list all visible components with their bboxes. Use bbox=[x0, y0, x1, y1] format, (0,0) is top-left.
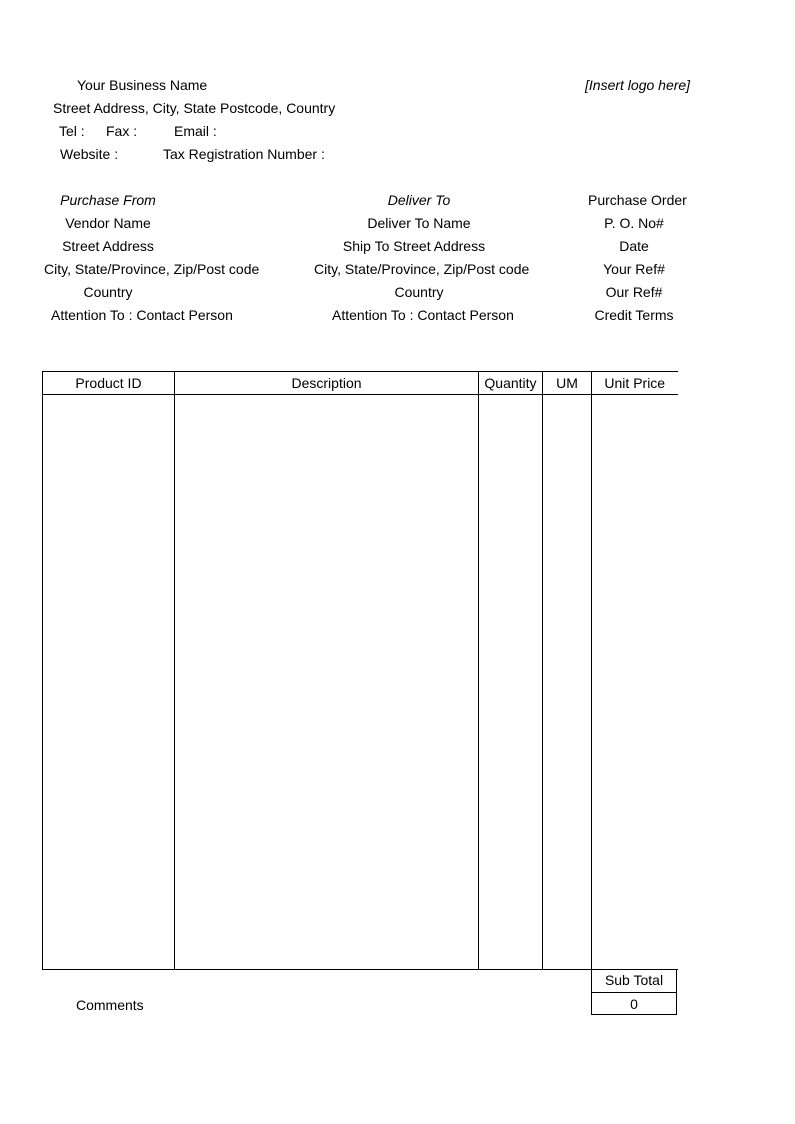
table-row bbox=[43, 395, 678, 970]
our-ref-label: Our Ref# bbox=[605, 284, 663, 300]
po-number-label: P. O. No# bbox=[604, 215, 664, 231]
description-cell[interactable] bbox=[175, 395, 479, 970]
deliver-to-country: Country bbox=[394, 284, 444, 300]
vendor-city: City, State/Province, Zip/Post code bbox=[44, 261, 260, 277]
purchase-from-heading: Purchase From bbox=[60, 192, 156, 208]
vendor-street-address: Street Address bbox=[62, 238, 154, 254]
website-label: Website : bbox=[60, 146, 119, 162]
deliver-to-heading: Deliver To bbox=[387, 192, 451, 208]
vendor-attention: Attention To : Contact Person bbox=[51, 307, 233, 323]
quantity-cell[interactable] bbox=[479, 395, 543, 970]
vendor-name: Vendor Name bbox=[65, 215, 151, 231]
your-ref-label: Your Ref# bbox=[603, 261, 665, 277]
business-address: Street Address, City, State Postcode, Country bbox=[53, 100, 336, 116]
subtotal-value: 0 bbox=[592, 992, 676, 1015]
comments-label: Comments bbox=[76, 997, 144, 1013]
subtotal-box bbox=[591, 969, 677, 1015]
deliver-to-attention: Attention To : Contact Person bbox=[332, 307, 514, 323]
purchase-order-heading: Purchase Order bbox=[588, 192, 687, 208]
column-header-product-id: Product ID bbox=[43, 372, 175, 395]
um-cell[interactable] bbox=[543, 395, 592, 970]
items-table bbox=[42, 371, 678, 970]
ship-to-street-address: Ship To Street Address bbox=[342, 238, 486, 254]
deliver-to-name: Deliver To Name bbox=[367, 215, 471, 231]
fax-label: Fax : bbox=[106, 123, 138, 139]
column-header-unit-price: Unit Price bbox=[592, 372, 678, 395]
column-header-um: UM bbox=[543, 372, 592, 395]
credit-terms-label: Credit Terms bbox=[594, 307, 674, 323]
logo-placeholder: [Insert logo here] bbox=[585, 77, 691, 93]
unit-price-cell[interactable] bbox=[592, 395, 678, 970]
deliver-to-city: City, State/Province, Zip/Post code bbox=[314, 261, 530, 277]
subtotal-label: Sub Total bbox=[604, 972, 664, 988]
date-label: Date bbox=[619, 238, 649, 254]
column-header-description: Description bbox=[175, 372, 479, 395]
product-id-cell[interactable] bbox=[43, 395, 175, 970]
table-header-row bbox=[43, 372, 678, 395]
tax-registration-label: Tax Registration Number : bbox=[163, 146, 325, 162]
tel-label: Tel : bbox=[59, 123, 85, 139]
vendor-country: Country bbox=[83, 284, 133, 300]
business-name: Your Business Name bbox=[77, 77, 208, 93]
email-label: Email : bbox=[174, 123, 217, 139]
column-header-quantity: Quantity bbox=[479, 372, 543, 395]
